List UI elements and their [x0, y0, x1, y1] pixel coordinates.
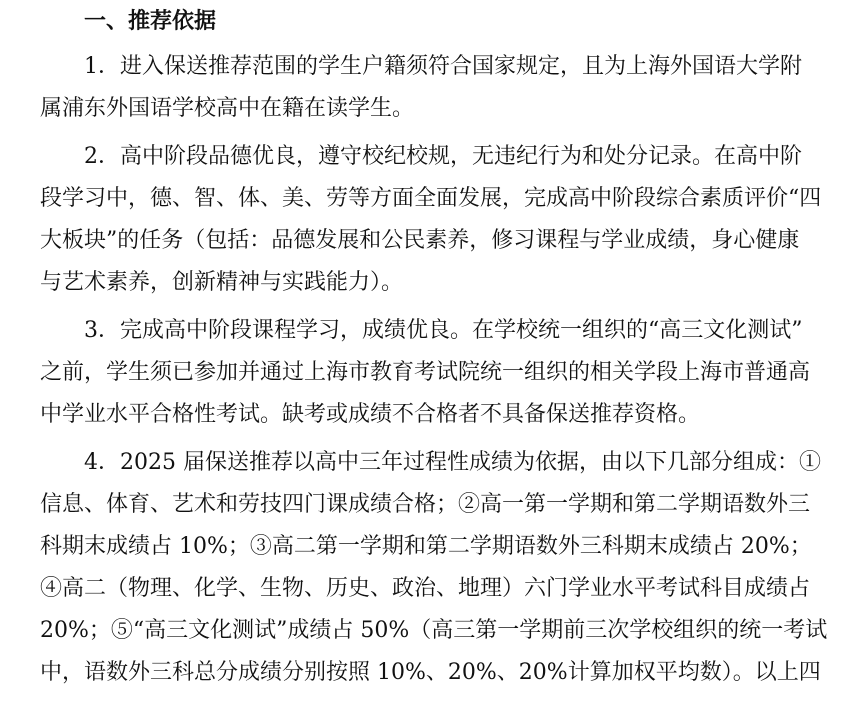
paragraph-4-line-5: 20%；⑤“高三文化测试”成绩占 50%（高三第一学期前三次学校组织的统一考试 — [40, 618, 828, 643]
paragraph-4-line-4: ④高二（物理、化学、生物、历史、政治、地理）六门学业水平考试科目成绩占 — [40, 576, 811, 601]
paragraph-4-line-6: 中，语数外三科总分成绩分别按照 10%、20%、20%计算加权平均数）。以上四 — [40, 660, 821, 685]
paragraph-3-line-3: 中学业水平合格性考试。缺考或成绩不合格者不具备保送推荐资格。 — [40, 402, 701, 427]
paragraph-1-line-2: 属浦东外国语学校高中在籍在读学生。 — [40, 96, 415, 121]
section-heading: 一、推荐依据 — [84, 9, 217, 34]
paragraph-2-line-3: 大板块”的任务（包括：品德发展和公民素养，修习课程与学业成绩，身心健康 — [40, 228, 800, 253]
paragraph-4-line-2: 信息、体育、艺术和劳技四门课成绩合格；②高一第一学期和第二学期语数外三 — [40, 492, 811, 517]
paragraph-2-line-1: 2．高中阶段品德优良，遵守校纪校规，无违纪行为和处分记录。在高中阶 — [84, 144, 802, 169]
paragraph-2-line-4: 与艺术素养，创新精神与实践能力）。 — [40, 270, 404, 295]
paragraph-3-line-2: 之前，学生须已参加并通过上海市教育考试院统一组织的相关学段上海市普通高 — [40, 360, 811, 385]
paragraph-3-line-1: 3．完成高中阶段课程学习，成绩优良。在学校统一组织的“高三文化测试” — [84, 318, 803, 343]
paragraph-4-line-1: 4．2025 届保送推荐以高中三年过程性成绩为依据，由以下几部分组成：① — [84, 450, 821, 475]
paragraph-2-line-2: 段学习中，德、智、体、美、劳等方面全面发展，完成高中阶段综合素质评价“四 — [40, 186, 822, 211]
paragraph-1-line-1: 1．进入保送推荐范围的学生户籍须符合国家规定，且为上海外国语大学附 — [84, 54, 802, 79]
paragraph-4-line-3: 科期末成绩占 10%；③高二第一学期和第二学期语数外三科期末成绩占 20%； — [40, 534, 812, 559]
